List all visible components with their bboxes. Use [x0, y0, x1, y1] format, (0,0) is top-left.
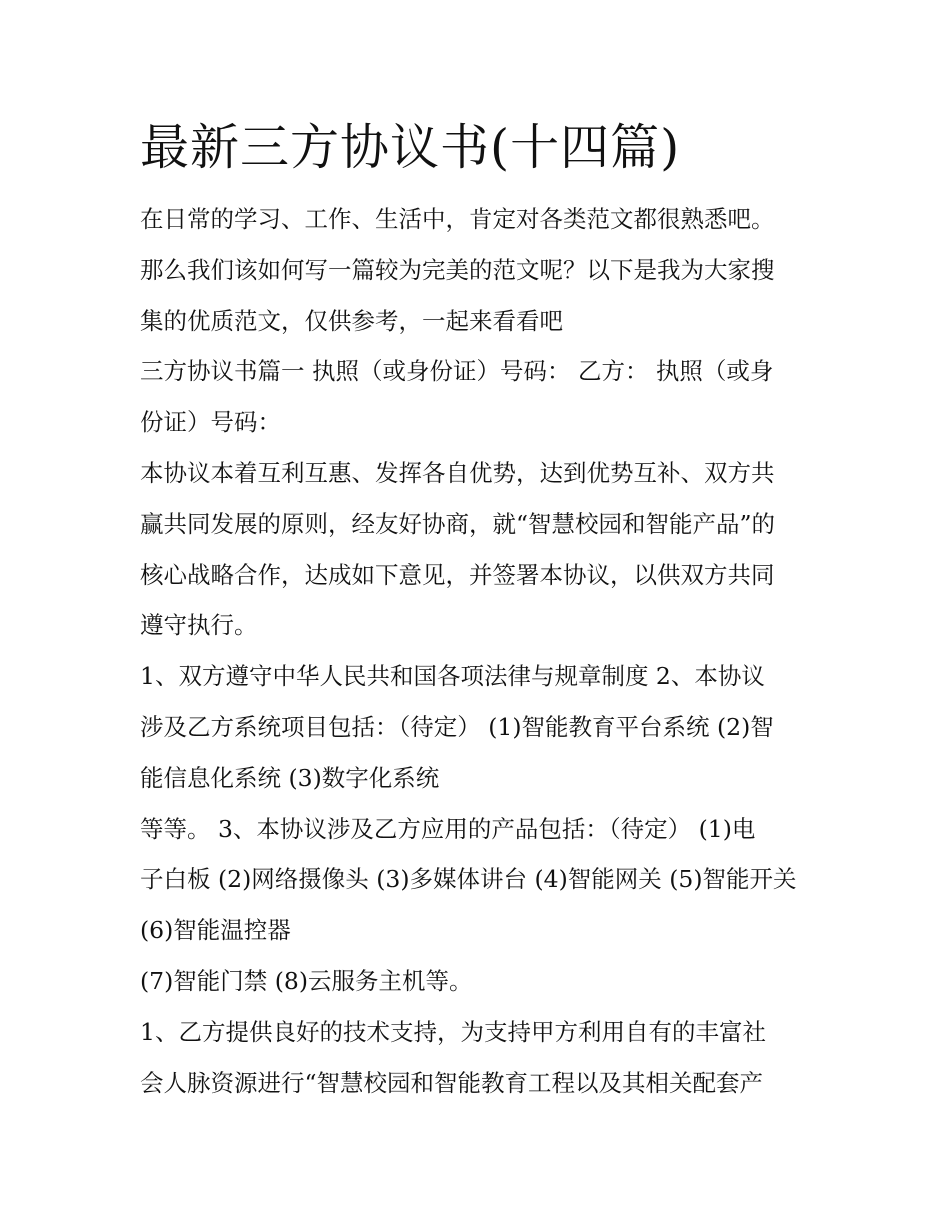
- text-line: 在日常的学习、工作、生活中，肯定对各类范文都很熟悉吧。: [140, 205, 775, 233]
- text-line: 份证）号码：: [140, 408, 281, 437]
- text-line: 赢共同发展的原则，经友好协商，就“智慧校园和智能产品”的: [140, 509, 776, 538]
- text-line: 遵守执行。: [140, 611, 258, 640]
- text-line: 本协议本着互利互惠、发挥各自优势，达到优势互补、双方共: [140, 458, 775, 487]
- text-line: 集的优质范文，仅供参考，一起来看看吧: [140, 306, 563, 335]
- text-line: (7)智能门禁 (8)云服务主机等。: [140, 966, 473, 995]
- intro-paragraph: [140, 194, 815, 346]
- products-continued-paragraph: [140, 956, 815, 1007]
- clause-paragraph: [140, 651, 815, 803]
- text-line: 涉及乙方系统项目包括：（待定） (1)智能教育平台系统 (2)智: [140, 712, 774, 741]
- text-line: 核心战略合作，达成如下意见，并签署本协议，以供双方共同: [140, 560, 775, 589]
- document-body: [140, 116, 815, 1108]
- text-line: 1、双方遵守中华人民共和国各项法律与规章制度 2、本协议: [140, 662, 765, 691]
- text-line: 三方协议书篇一 执照（或身份证）号码： 乙方： 执照（或身: [140, 357, 774, 386]
- principle-paragraph: [140, 448, 815, 651]
- text-line: 1、乙方提供良好的技术支持，为支持甲方利用自有的丰富社: [140, 1017, 766, 1046]
- text-line: 那么我们该如何写一篇较为完美的范文呢？以下是我为大家搜: [140, 255, 775, 284]
- text-line: (6)智能温控器: [140, 916, 291, 945]
- document-title: 最新三方协议书(十四篇): [140, 119, 681, 176]
- products-paragraph: [140, 804, 815, 956]
- party-info-paragraph: [140, 346, 815, 448]
- text-line: 子白板 (2)网络摄像头 (3)多媒体讲台 (4)智能网关 (5)智能开关: [140, 865, 797, 894]
- text-line: 等等。 3、本协议涉及乙方应用的产品包括：（待定） (1)电: [140, 814, 756, 843]
- text-line: 能信息化系统 (3)数字化系统: [140, 763, 440, 792]
- text-line: 会人脉资源进行“智慧校园和智能教育工程以及其相关配套产: [140, 1068, 764, 1097]
- support-paragraph: [140, 1007, 815, 1109]
